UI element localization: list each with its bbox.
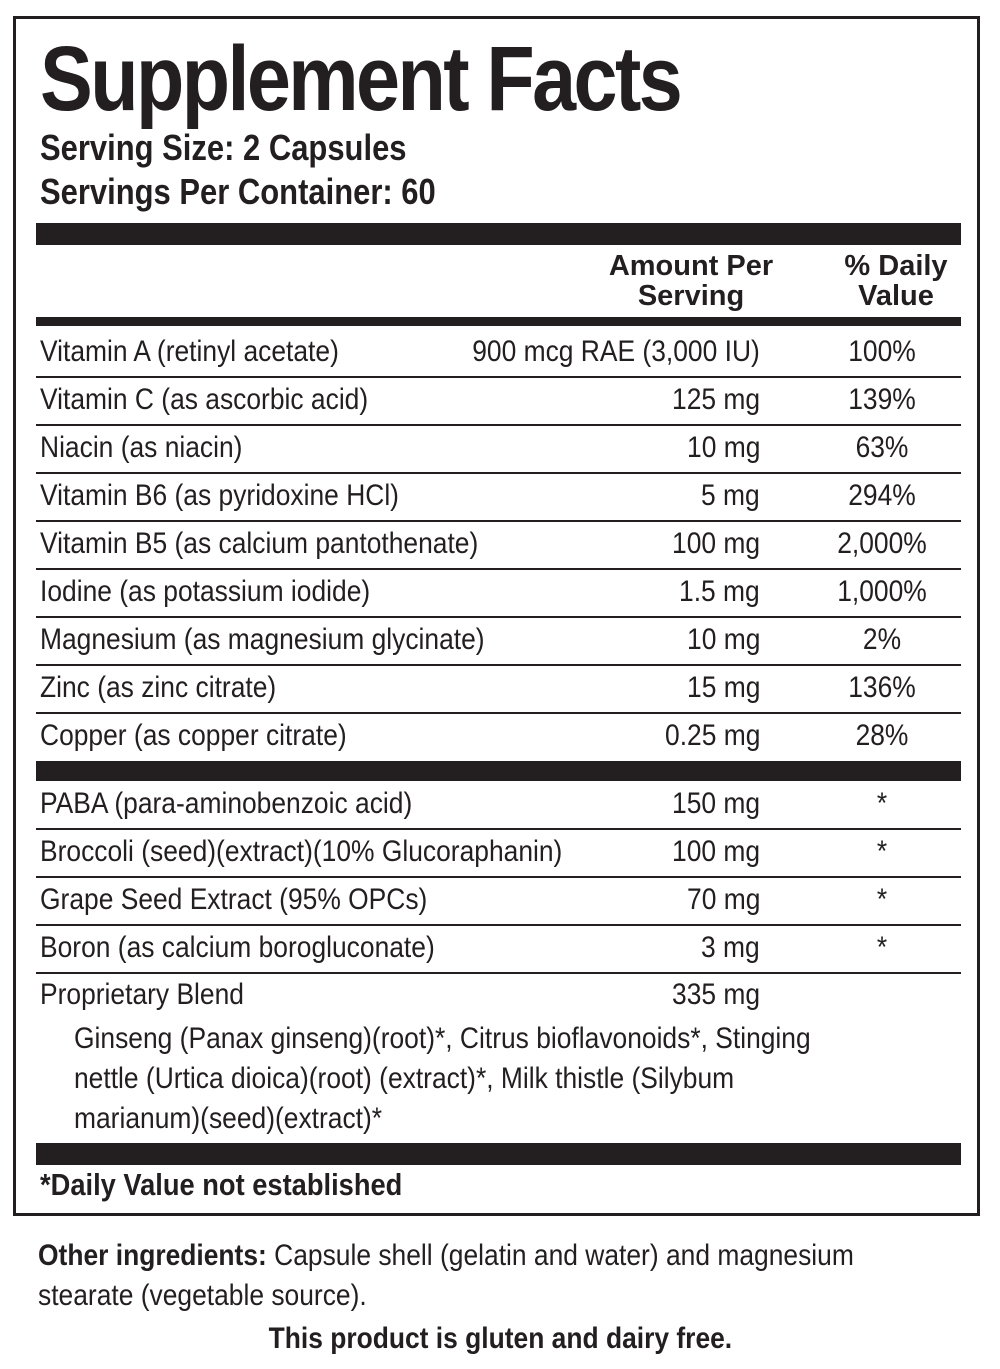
table-row bbox=[40, 713, 965, 759]
nutrient-amount: 1.5 mg bbox=[679, 575, 760, 608]
table-row bbox=[40, 925, 965, 971]
blend-description bbox=[74, 1019, 866, 1139]
table-row bbox=[40, 877, 965, 923]
dv-header-line2: Value bbox=[858, 280, 934, 312]
nutrient-name: Vitamin C (as ascorbic acid) bbox=[40, 383, 369, 416]
nutrient-amount: 100 mg bbox=[671, 527, 760, 560]
amount-header-line2: Serving bbox=[637, 280, 745, 312]
amount-header-line1: Amount Per bbox=[608, 250, 774, 282]
nutrient-amount: 900 mcg RAE (3,000 IU) bbox=[472, 335, 760, 368]
other-ingredients-label: Other ingredients: bbox=[38, 1239, 267, 1272]
nutrient-daily-value: 294% bbox=[848, 479, 916, 512]
thick-divider-top bbox=[36, 223, 961, 245]
table-row bbox=[40, 425, 965, 471]
table-row bbox=[40, 473, 965, 519]
nutrient-amount: 10 mg bbox=[686, 623, 760, 656]
nutrient-daily-value: * bbox=[876, 931, 888, 964]
blend-desc-line: Ginseng (Panax ginseng)(root)*, Citrus bioflavonoids*, Stinging bbox=[74, 1022, 811, 1055]
nutrient-amount: 125 mg bbox=[671, 383, 760, 416]
nutrient-amount: 335 mg bbox=[671, 978, 760, 1011]
nutrient-amount: 100 mg bbox=[671, 835, 760, 868]
nutrient-name: Vitamin B5 (as calcium pantothenate) bbox=[40, 527, 479, 560]
table-row bbox=[40, 617, 965, 663]
nutrient-amount: 15 mg bbox=[686, 671, 760, 704]
nutrient-name: Iodine (as potassium iodide) bbox=[40, 575, 371, 608]
gluten-dairy-text: This product is gluten and dairy free. bbox=[268, 1322, 732, 1355]
nutrient-daily-value: 1,000% bbox=[837, 575, 927, 608]
nutrient-daily-value: 2,000% bbox=[837, 527, 927, 560]
other-ingredients-text-2: stearate (vegetable source). bbox=[38, 1279, 367, 1312]
gluten-dairy-note bbox=[0, 1322, 1000, 1356]
nutrient-name: Copper (as copper citrate) bbox=[40, 719, 347, 752]
nutrient-name: Boron (as calcium borogluconate) bbox=[40, 931, 435, 964]
table-row bbox=[40, 521, 965, 567]
dv-header-line1: % Daily bbox=[844, 250, 948, 282]
nutrient-amount: 10 mg bbox=[686, 431, 760, 464]
other-ingredients-text: Capsule shell (gelatin and water) and magnesium bbox=[266, 1239, 854, 1272]
table-row bbox=[40, 829, 965, 875]
thick-divider-bottom bbox=[36, 1143, 961, 1165]
nutrient-amount: 0.25 mg bbox=[664, 719, 760, 752]
servings-per-container: Servings Per Container: 60 bbox=[40, 171, 436, 212]
blend-desc-line: nettle (Urtica dioica)(root) (extract)*, Milk thistle (Silybum bbox=[74, 1062, 735, 1095]
nutrient-daily-value: * bbox=[876, 787, 888, 820]
amount-per-serving-header bbox=[606, 251, 776, 311]
nutrient-daily-value: 63% bbox=[855, 431, 909, 464]
blend-desc-line: marianum)(seed)(extract)* bbox=[74, 1102, 383, 1135]
table-row bbox=[40, 972, 965, 1018]
supplement-facts-panel bbox=[13, 16, 980, 1216]
nutrient-daily-value: * bbox=[876, 883, 888, 916]
table-row bbox=[40, 781, 965, 827]
table-row bbox=[40, 377, 965, 423]
nutrient-daily-value: 136% bbox=[848, 671, 916, 704]
page-title: Supplement Facts bbox=[40, 28, 681, 130]
daily-value-header bbox=[836, 251, 956, 311]
table-row bbox=[40, 329, 965, 375]
other-ingredients bbox=[38, 1236, 854, 1316]
nutrient-name: Magnesium (as magnesium glycinate) bbox=[40, 623, 485, 656]
nutrient-name: Proprietary Blend bbox=[40, 978, 244, 1011]
table-row bbox=[40, 665, 965, 711]
nutrient-daily-value: 2% bbox=[862, 623, 902, 656]
nutrient-daily-value: 139% bbox=[848, 383, 916, 416]
thick-divider-middle bbox=[36, 761, 961, 781]
daily-value-footnote: *Daily Value not established bbox=[40, 1167, 403, 1202]
nutrient-name: Broccoli (seed)(extract)(10% Glucoraphanin) bbox=[40, 835, 563, 868]
nutrient-amount: 150 mg bbox=[671, 787, 760, 820]
nutrient-amount: 3 mg bbox=[701, 931, 760, 964]
nutrient-daily-value: 100% bbox=[848, 335, 916, 368]
nutrient-amount: 70 mg bbox=[686, 883, 760, 916]
nutrient-daily-value: 28% bbox=[855, 719, 909, 752]
table-row bbox=[40, 569, 965, 615]
nutrient-name: Grape Seed Extract (95% OPCs) bbox=[40, 883, 428, 916]
nutrient-daily-value: * bbox=[876, 835, 888, 868]
nutrient-name: Vitamin A (retinyl acetate) bbox=[40, 335, 339, 368]
serving-size: Serving Size: 2 Capsules bbox=[40, 127, 407, 168]
nutrient-amount: 5 mg bbox=[701, 479, 760, 512]
nutrient-name: PABA (para-aminobenzoic acid) bbox=[40, 787, 413, 820]
header-divider bbox=[36, 317, 961, 326]
nutrient-name: Vitamin B6 (as pyridoxine HCl) bbox=[40, 479, 399, 512]
nutrient-name: Zinc (as zinc citrate) bbox=[40, 671, 277, 704]
nutrient-name: Niacin (as niacin) bbox=[40, 431, 243, 464]
